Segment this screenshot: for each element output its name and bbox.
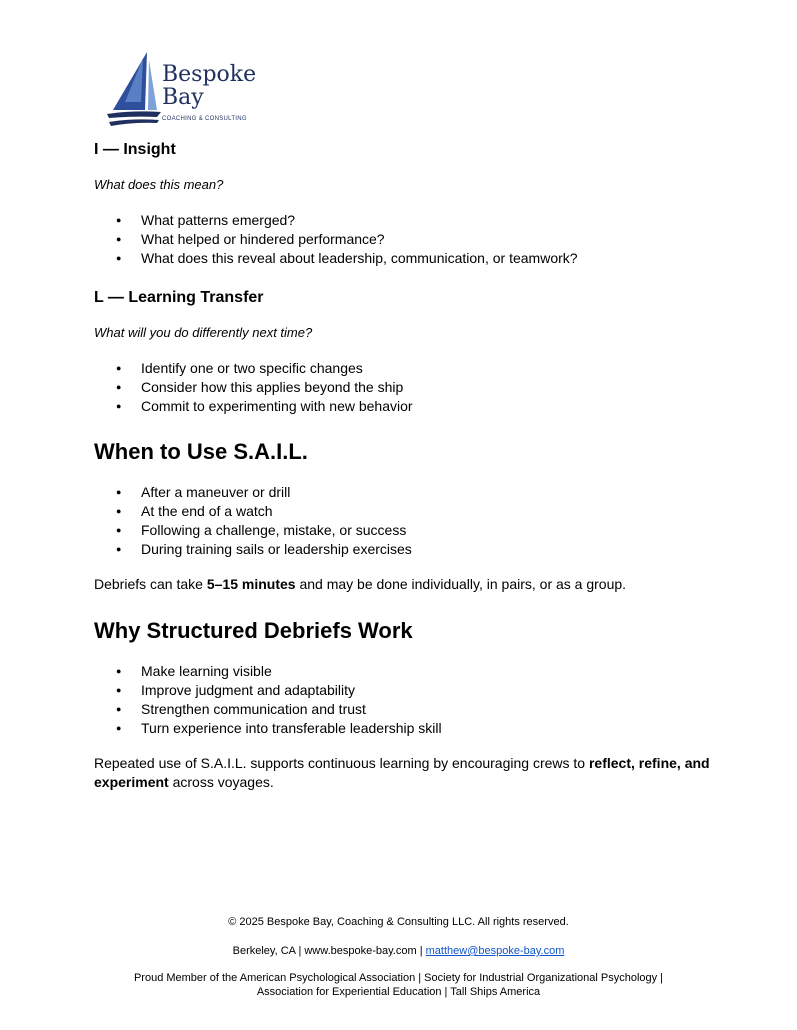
when-paragraph: Debriefs can take 5–15 minutes and may be done individually, in pairs, or as a group. (94, 576, 627, 592)
list-item: ● Make learning visible (94, 662, 714, 681)
why-heading: Why Structured Debriefs Work (94, 618, 413, 643)
insight-heading: I — Insight (94, 141, 176, 158)
brand-name-line2: Bay (162, 85, 204, 110)
list-item: ● Identify one or two specific changes (94, 359, 714, 378)
brand-tagline: COACHING & CONSULTING (162, 116, 247, 122)
list-item: ● Strengthen communication and trust (94, 700, 714, 719)
why-paragraph: Repeated use of S.A.I.L. supports continuous learning by encouraging crews to reflect, refine, and experiment across voyages. (94, 755, 710, 790)
list-item: ● What patterns emerged? (94, 211, 714, 230)
list-item: ● What does this reveal about leadership, communication, or teamwork? (94, 249, 714, 268)
list-item: ● At the end of a watch (94, 502, 714, 521)
when-list (94, 483, 714, 559)
list-item: ● Consider how this applies beyond the ship (94, 378, 714, 397)
footer-members-line1: Proud Member of the American Psychological Association | Society for Industrial Organizational Psychology | (133, 972, 664, 984)
list-item: ● During training sails or leadership exercises (94, 540, 714, 559)
company-logo (105, 50, 265, 132)
insight-list (94, 211, 714, 268)
when-heading: When to Use S.A.I.L. (94, 439, 308, 464)
learning-list (94, 359, 714, 416)
document-body (94, 140, 714, 792)
list-item: ● Commit to experimenting with new behavior (94, 397, 714, 416)
list-item: ● Turn experience into transferable leadership skill (94, 719, 714, 738)
footer-copyright: © 2025 Bespoke Bay, Coaching & Consulting LLC. All rights reserved. (228, 916, 569, 928)
list-item: ● Improve judgment and adaptability (94, 681, 714, 700)
insight-question: What does this mean? (94, 177, 224, 192)
list-item: ● Following a challenge, mistake, or success (94, 521, 714, 540)
email-link[interactable]: matthew@bespoke-bay.com (425, 945, 565, 957)
why-list (94, 662, 714, 738)
list-item: ● What helped or hindered performance? (94, 230, 714, 249)
list-item: ● After a maneuver or drill (94, 483, 714, 502)
footer-contact: Berkeley, CA | www.bespoke-bay.com | matthew@bespoke-bay.com (232, 945, 565, 957)
sailboat-logo-icon (105, 50, 161, 132)
learning-heading: L — Learning Transfer (94, 289, 264, 306)
learning-question: What will you do differently next time? (94, 325, 313, 340)
footer-members-line2: Association for Experiential Education | Tall Ships America (256, 986, 541, 998)
brand-name-line1: Bespoke (162, 62, 257, 87)
